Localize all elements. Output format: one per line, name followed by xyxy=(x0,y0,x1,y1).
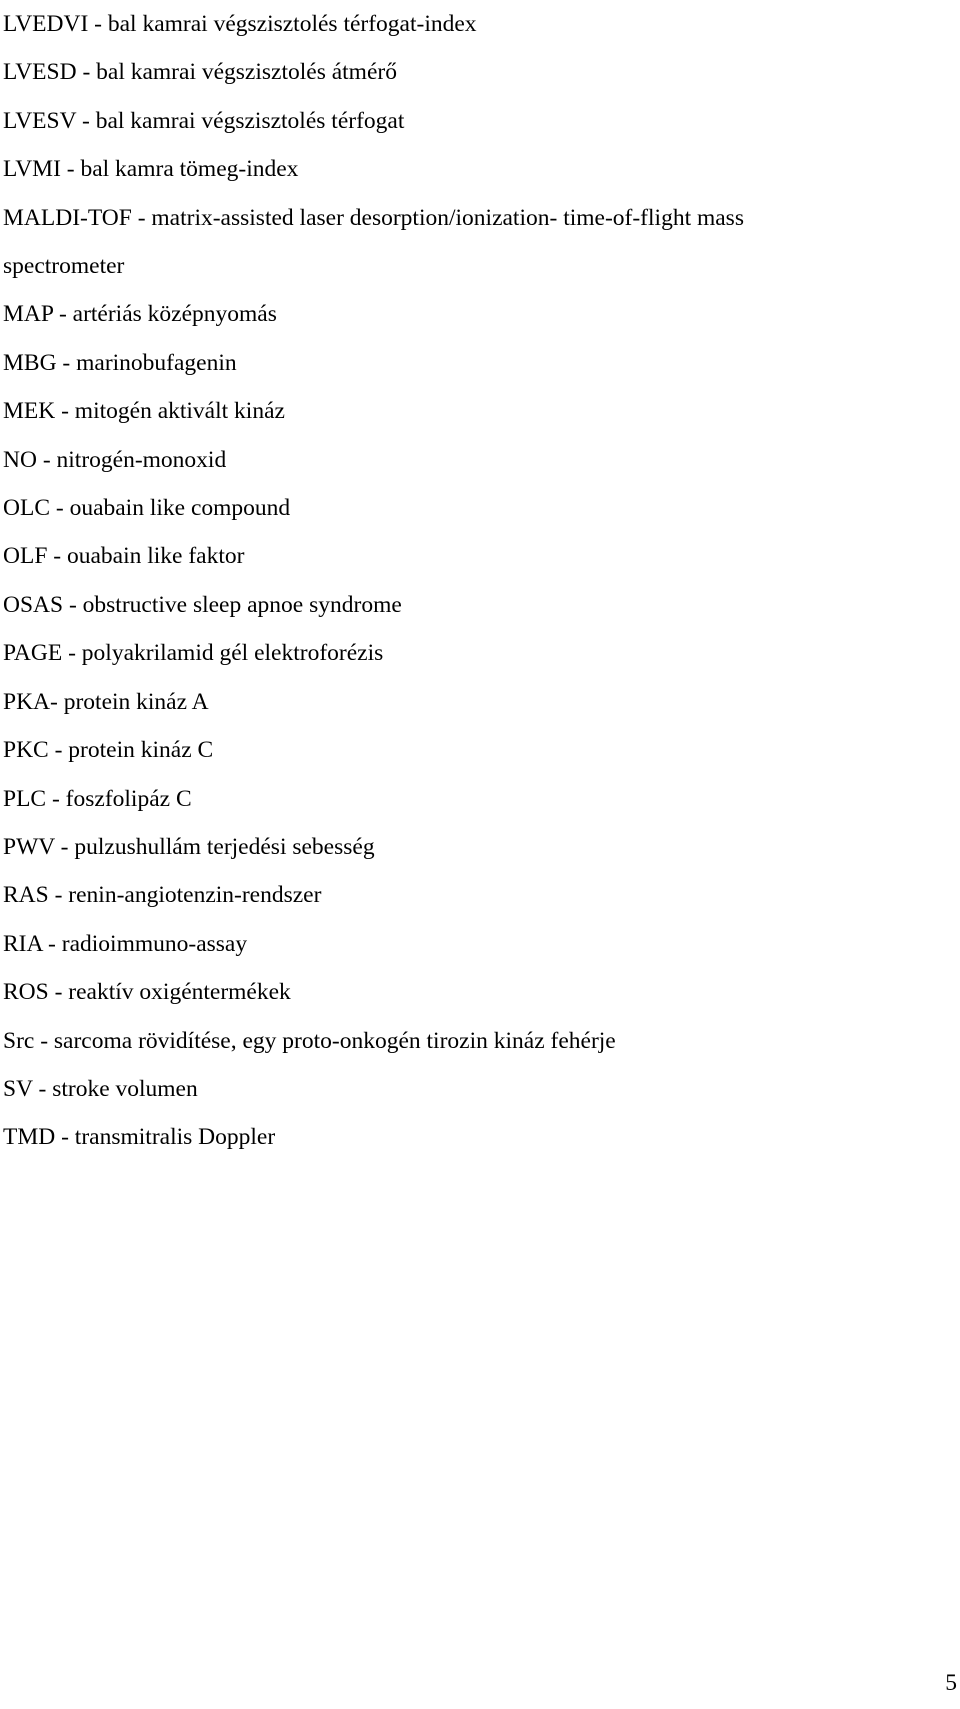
abbreviation-entry: MALDI-TOF - matrix-assisted laser desorption/ionization- time-of-flight mass xyxy=(3,204,744,231)
abbreviation-entry: MBG - marinobufagenin xyxy=(3,349,237,376)
abbreviation-entry-continuation: spectrometer xyxy=(3,253,125,280)
abbreviation-entry: Src - sarcoma rövidítése, egy proto-onkogén tirozin kináz fehérje xyxy=(3,1027,616,1054)
abbreviation-entry: LVEDVI - bal kamrai végszisztolés térfogat-index xyxy=(3,11,477,37)
abbreviation-entry: OSAS - obstructive sleep apnoe syndrome xyxy=(3,591,402,618)
abbreviation-entry: MAP - artériás középnyomás xyxy=(3,301,277,328)
abbreviation-list xyxy=(3,0,933,1162)
abbreviation-entry: LVESD - bal kamrai végszisztolés átmérő xyxy=(3,59,397,86)
abbreviation-entry: TMD - transmitralis Doppler xyxy=(3,1124,276,1151)
page-number: 5 xyxy=(945,1670,957,1696)
abbreviation-entry: SV - stroke volumen xyxy=(3,1075,198,1102)
abbreviation-entry: PAGE - polyakrilamid gél elektroforézis xyxy=(3,640,384,667)
abbreviation-entry: PLC - foszfolipáz C xyxy=(3,785,192,812)
abbreviation-entry: LVESV - bal kamrai végszisztolés térfogat xyxy=(3,107,405,134)
abbreviation-entry: NO - nitrogén-monoxid xyxy=(3,446,227,473)
abbreviation-entry: PWV - pulzushullám terjedési sebesség xyxy=(3,833,375,860)
abbreviation-entry: PKA- protein kináz A xyxy=(3,688,209,715)
abbreviation-entry: OLF - ouabain like faktor xyxy=(3,543,245,570)
abbreviation-entry: MEK - mitogén aktivált kináz xyxy=(3,398,285,425)
abbreviation-entry: OLC - ouabain like compound xyxy=(3,495,291,522)
abbreviation-entry: PKC - protein kináz C xyxy=(3,737,214,764)
abbreviation-entry: ROS - reaktív oxigéntermékek xyxy=(3,979,291,1006)
abbreviation-entry: LVMI - bal kamra tömeg-index xyxy=(3,156,299,183)
abbreviation-entry: RIA - radioimmuno-assay xyxy=(3,930,248,957)
abbreviation-entry: RAS - renin-angiotenzin-rendszer xyxy=(3,882,322,909)
